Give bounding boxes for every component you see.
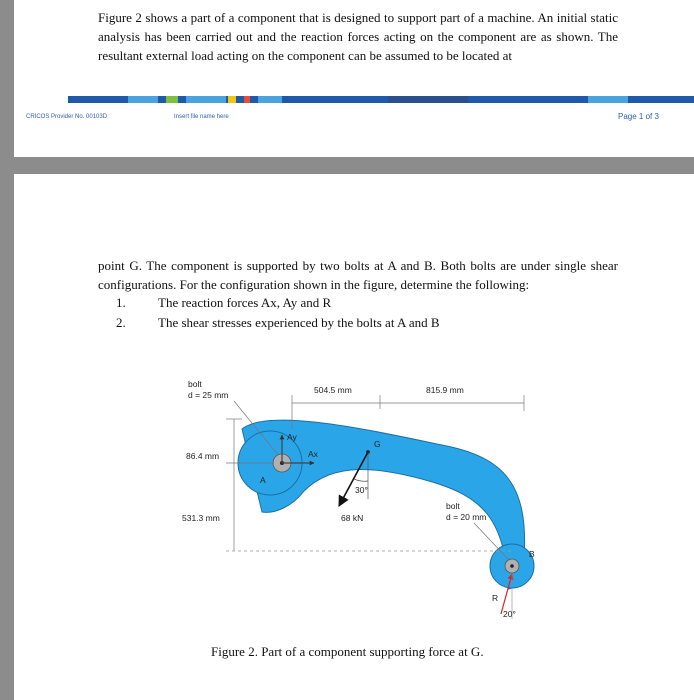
label-r: R: [492, 593, 499, 603]
label-b: B: [529, 549, 535, 559]
intro-paragraph: Figure 2 shows a part of a component that is designed to support part of a machine. An initial static analysis has been carried out and the reaction forces acting on the component are as shown. The resultant external load acting on the component can be assumed to be located at: [98, 10, 618, 63]
page-2: [14, 174, 694, 700]
bolt-a-label: bolt: [188, 379, 202, 389]
label-ax: Ax: [308, 449, 318, 459]
list-item-number: 1.: [116, 295, 126, 310]
label-g: G: [374, 439, 381, 449]
component-figure: [174, 369, 554, 639]
dim-815-9: 815.9 mm: [426, 385, 464, 395]
page-number: Page 1 of 3: [618, 112, 659, 121]
list-item-text: The reaction forces Ax, Ay and R: [158, 295, 332, 310]
dim-504-5: 504.5 mm: [314, 385, 352, 395]
angle-30: 30°: [355, 485, 368, 495]
continued-paragraph: point G. The component is supported by two bolts at A and B. Both bolts are under single shear configurations. For the configuration shown in the figure, determine the following:: [98, 258, 618, 292]
list-item-number: 2.: [116, 315, 126, 330]
force-68kn: 68 kN: [341, 513, 364, 523]
page-1: [14, 0, 694, 157]
angle-20: 20°: [503, 609, 516, 619]
file-name-placeholder: Insert file name here: [174, 114, 229, 120]
bolt-b-diameter: d = 20 mm: [446, 512, 487, 522]
dim-86-4: 86.4 mm: [186, 451, 220, 461]
label-ay: Ay: [287, 432, 297, 442]
cricos-provider: CRICOS Provider No. 00103D: [26, 114, 108, 120]
figure-caption: Figure 2. Part of a component supporting force at G.: [211, 644, 484, 659]
dim-531-3: 531.3 mm: [182, 513, 220, 523]
bolt-b-label: bolt: [446, 501, 460, 511]
label-a: A: [260, 475, 266, 485]
bolt-a-diameter: d = 25 mm: [188, 390, 229, 400]
list-item-text: The shear stresses experienced by the bolts at A and B: [158, 315, 440, 330]
footer-color-stripe: [68, 96, 694, 103]
